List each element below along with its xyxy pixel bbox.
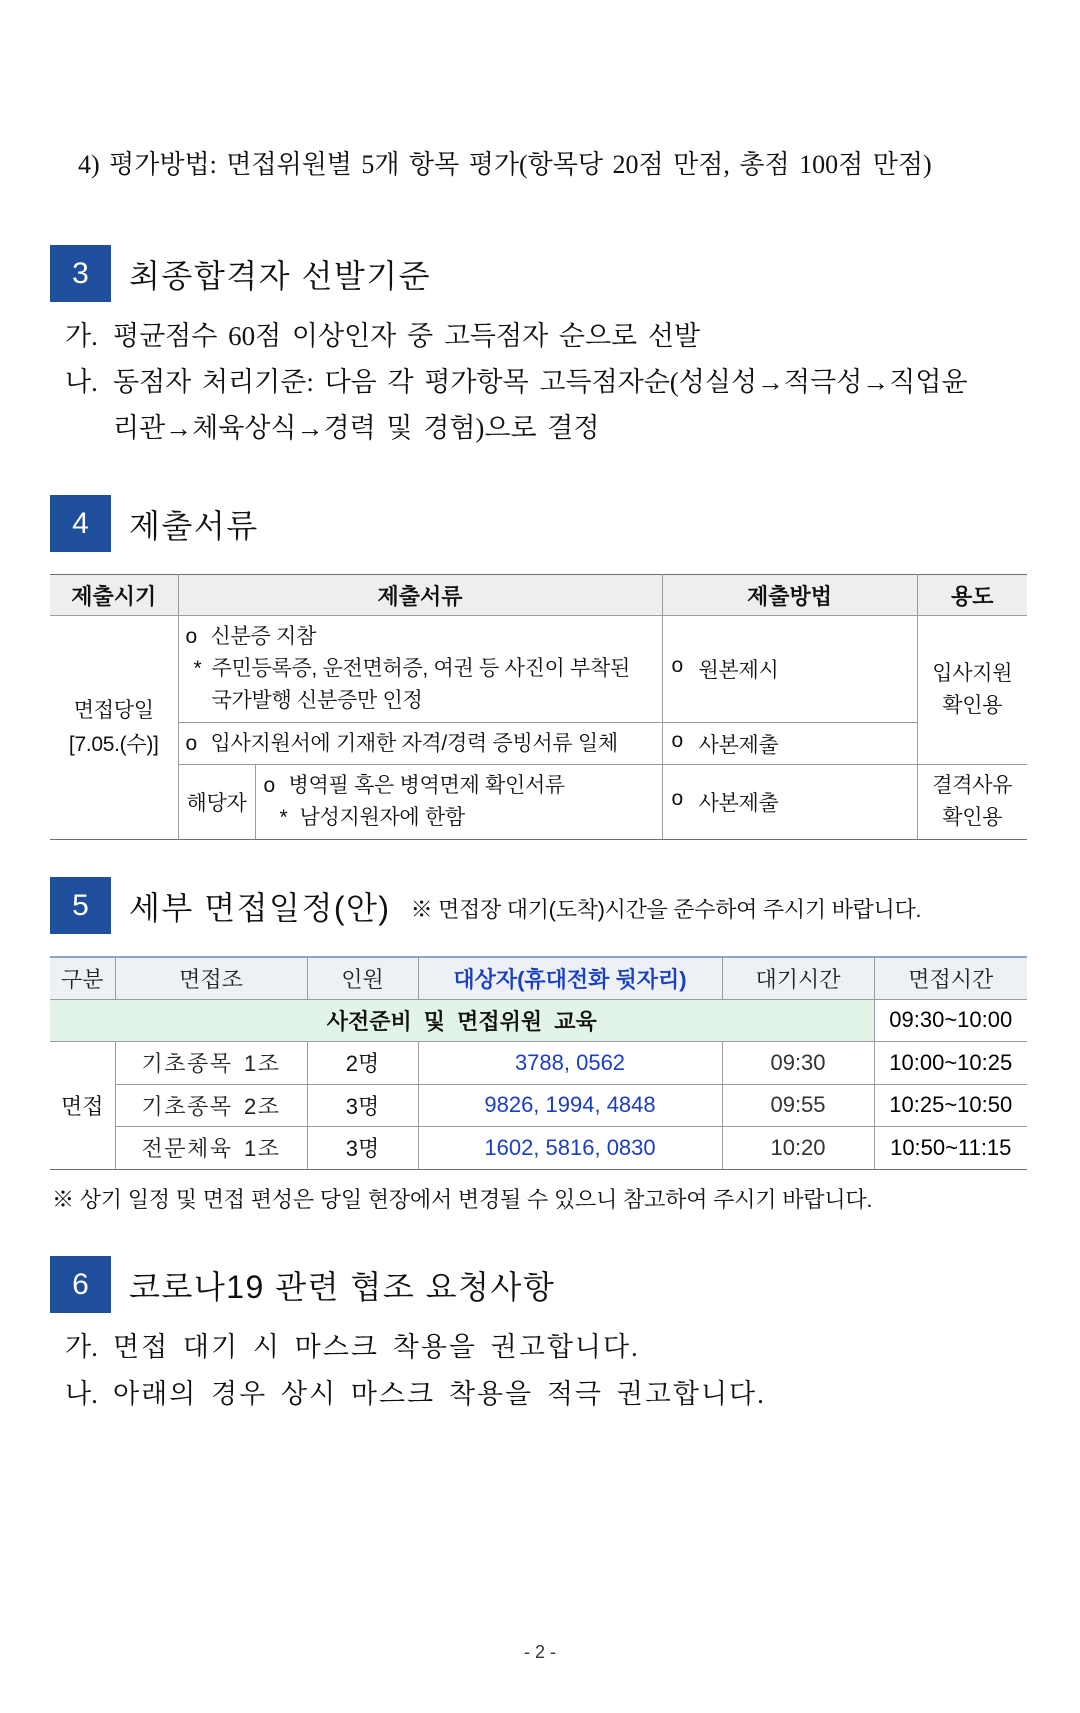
note-text: 국가발행 신분증만 인정 [211, 689, 423, 712]
document-note [280, 802, 662, 834]
note-marker: * [193, 657, 202, 680]
section-note: ※ 면접장 대기(도착)시간을 준수하여 주시기 바랍니다. [410, 897, 922, 922]
note-text: 남성지원자에 한함 [299, 806, 465, 829]
table-row [50, 999, 1027, 1041]
item-body [113, 359, 968, 451]
bullet-line [186, 728, 662, 760]
item-marker: 가. [65, 1332, 98, 1362]
prep-session-time: 09:30~10:00 [874, 999, 1027, 1041]
table-row [50, 1084, 1027, 1126]
table-header-row [50, 575, 1027, 616]
purpose-cell [917, 765, 1027, 840]
section-title: 세부 면접일정(안) [129, 889, 391, 926]
note-text: 주민등록증, 운전면허증, 여권 등 사진이 부착된 [211, 657, 630, 680]
header-cell: 제출서류 [178, 575, 662, 616]
method-cell [662, 765, 917, 840]
selection-criteria-list [65, 313, 968, 451]
table-header-row [50, 957, 1027, 999]
table-row [50, 723, 1027, 765]
section-number-badge: 6 [50, 1256, 111, 1313]
section-title: 제출서류 [129, 507, 259, 544]
count-cell: 3명 [307, 1084, 418, 1126]
group-cell: 기초종목 1조 [115, 1041, 307, 1084]
header-cell: 구분 [50, 957, 115, 999]
table-row [50, 1126, 1027, 1169]
section-6-header [50, 1256, 555, 1313]
purpose-text: 확인용 [942, 806, 1003, 829]
document-text: 입사지원서에 기재한 자격/경력 증빙서류 일체 [210, 731, 618, 755]
section-number-badge: 3 [50, 245, 111, 302]
category-cell: 면접 [50, 1041, 115, 1169]
section-title: 최종합격자 선발기준 [129, 257, 432, 294]
document-cell [178, 616, 662, 723]
header-cell: 인원 [307, 957, 418, 999]
document-text: 병역필 혹은 병역면제 확인서류 [288, 774, 565, 797]
item-marker: 나. [65, 367, 98, 397]
bullet-line [672, 729, 917, 759]
item-text-continued: 리관→체육상식→경력 및 경험)으로 결정 [113, 413, 600, 443]
submission-date-label: 면접당일 [73, 698, 154, 722]
list-item [65, 359, 968, 451]
group-cell: 전문체육 1조 [115, 1126, 307, 1169]
interview-time-cell: 10:00~10:25 [874, 1041, 1027, 1084]
note-body [300, 802, 465, 834]
interview-schedule-table [50, 956, 1027, 1170]
purpose-cell [917, 616, 1027, 765]
header-cell: 제출방법 [662, 575, 917, 616]
method-cell [662, 616, 917, 723]
evaluation-method-line: 4) 평가방법: 면접위원별 5개 항목 평가(항목당 20점 만점, 총점 100점 만점) [78, 150, 932, 179]
header-cell: 대기시간 [722, 957, 874, 999]
header-cell: 대상자(휴대전화 뒷자리) [418, 957, 722, 999]
header-cell: 면접조 [115, 957, 307, 999]
document-note [194, 653, 662, 717]
bullet-line [186, 621, 662, 653]
table-row [50, 765, 1027, 840]
item-text: 평균점수 60점 이상인자 중 고득점자 순으로 선발 [113, 321, 701, 351]
bullet-marker: o [263, 774, 275, 797]
page-number: - 2 - [523, 1642, 556, 1662]
item-text: 동점자 처리기준: 다음 각 평가항목 고득점자순(성실성→적극성→직업윤 [113, 367, 968, 397]
count-cell: 2명 [307, 1041, 418, 1084]
method-text: 사본제출 [698, 733, 779, 757]
submission-date-cell [50, 616, 178, 840]
purpose-text: 확인용 [942, 694, 1003, 717]
table-row [50, 616, 1027, 723]
bullet-marker: o [671, 654, 683, 677]
item-body [113, 313, 700, 359]
bullet-line [264, 770, 662, 802]
note-body [212, 653, 630, 717]
bullet-line [672, 654, 917, 684]
list-item [65, 313, 968, 359]
bullet-marker: o [185, 731, 197, 755]
candidates-cell: 3788, 0562 [418, 1041, 722, 1084]
purpose-text: 입사지원 [932, 662, 1013, 685]
bullet-line [672, 787, 917, 817]
wait-time-cell: 09:30 [722, 1041, 874, 1084]
item-text: 면접 대기 시 마스크 착용을 권고합니다. [113, 1332, 640, 1362]
schedule-footnote: ※ 상기 일정 및 면접 편성은 당일 현장에서 변경될 수 있으니 참고하여 주시기 바랍니다. [52, 1187, 873, 1212]
header-cell: 제출시기 [50, 575, 178, 616]
covid-request-list [65, 1324, 766, 1418]
header-cell: 면접시간 [874, 957, 1027, 999]
section-title: 코로나19 관련 협조 요청사항 [129, 1268, 556, 1305]
item-marker: 가. [65, 321, 98, 351]
header-cell: 용도 [917, 575, 1027, 616]
document-cell [178, 723, 662, 765]
submission-date-value: [7.05.(수)] [68, 732, 159, 756]
wait-time-cell: 09:55 [722, 1084, 874, 1126]
document-cell [255, 765, 662, 840]
candidates-cell: 9826, 1994, 4848 [418, 1084, 722, 1126]
method-cell [662, 723, 917, 765]
document-text: 신분증 지참 [210, 625, 316, 648]
item-marker: 나. [65, 1379, 98, 1409]
list-item [65, 1324, 766, 1371]
prep-session-label: 사전준비 및 면접위원 교육 [50, 999, 874, 1041]
bullet-marker: o [671, 728, 683, 752]
interview-time-cell: 10:25~10:50 [874, 1084, 1027, 1126]
note-marker: * [279, 806, 288, 829]
submission-documents-table [50, 574, 1027, 840]
table-row [50, 1041, 1027, 1084]
section-5-header [50, 877, 921, 934]
bullet-marker: o [185, 625, 197, 648]
interview-time-cell: 10:50~11:15 [874, 1126, 1027, 1169]
purpose-text: 결격사유 [932, 774, 1013, 797]
candidates-cell: 1602, 5816, 0830 [418, 1126, 722, 1169]
wait-time-cell: 10:20 [722, 1126, 874, 1169]
section-number-badge: 5 [50, 877, 111, 934]
item-text: 아래의 경우 상시 마스크 착용을 적극 권고합니다. [113, 1379, 766, 1409]
group-cell: 기초종목 2조 [115, 1084, 307, 1126]
section-3-header [50, 245, 431, 302]
applies-to-cell: 해당자 [178, 765, 255, 840]
section-number-badge: 4 [50, 495, 111, 552]
list-item [65, 1371, 766, 1418]
section-4-header [50, 495, 259, 552]
method-text: 원본제시 [698, 659, 779, 682]
bullet-marker: o [671, 787, 683, 810]
count-cell: 3명 [307, 1126, 418, 1169]
method-text: 사본제출 [698, 792, 779, 815]
